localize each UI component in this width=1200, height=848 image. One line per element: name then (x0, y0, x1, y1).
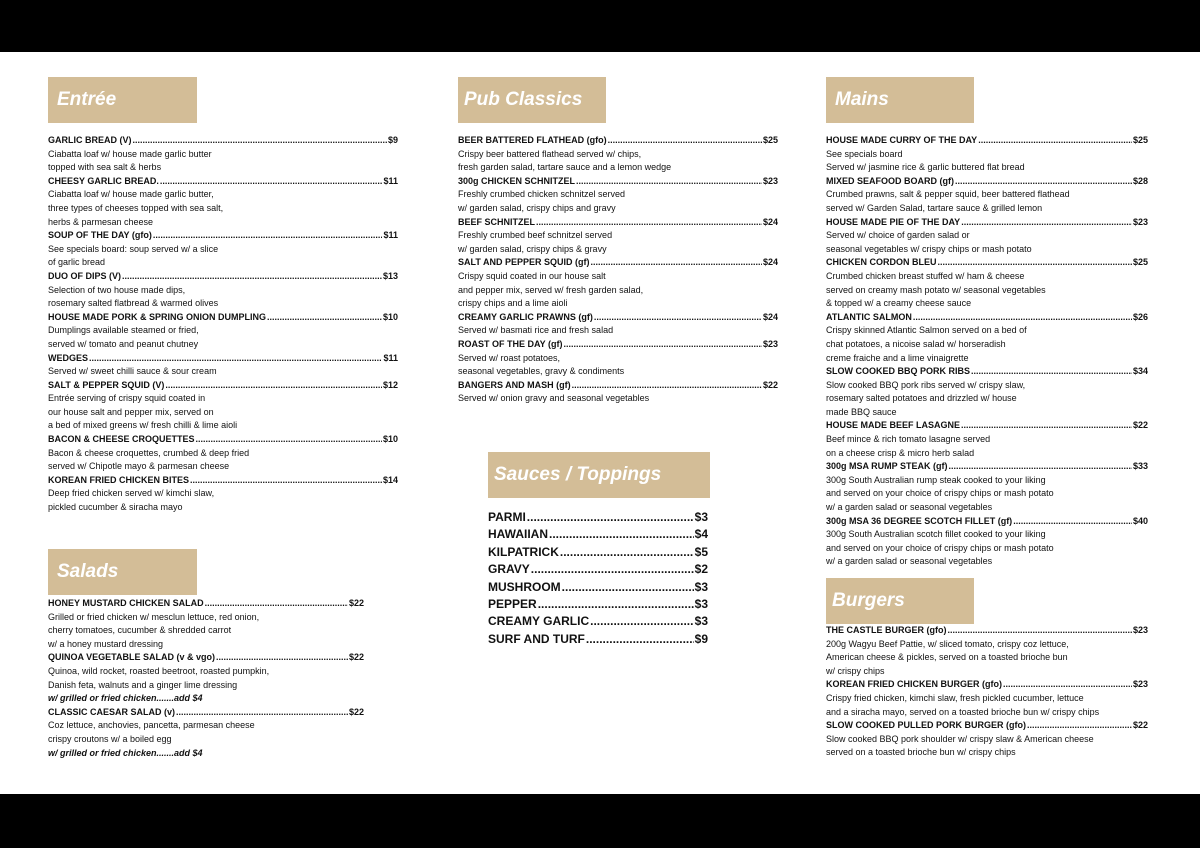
menu-item-name: HOUSE MADE PIE OF THE DAY (826, 216, 961, 227)
menu-item-price: $25 (762, 135, 778, 145)
dot-leader (591, 256, 762, 270)
menu-item-price: $23 (1132, 679, 1148, 690)
menu-item-description: rosemary salted potatoes and drizzled w/ house (826, 393, 1017, 404)
dot-leader (527, 509, 694, 526)
menu-item-description: served on creamy mash potato w/ seasonal vegetables (826, 284, 1046, 295)
menu-item-name: KOREAN FRIED CHICKEN BITES (48, 474, 190, 485)
dot-leader (590, 613, 694, 630)
menu-item (458, 216, 778, 257)
menu-item-description: w/ garden salad, crispy chips & gravy (458, 243, 607, 254)
dot-leader (961, 419, 1132, 433)
menu-item-price: $34 (1132, 366, 1148, 377)
menu-item (458, 338, 778, 379)
sauce-price: $4 (694, 527, 708, 542)
menu-item-name: CREAMY GARLIC PRAWNS (gf) (458, 311, 593, 322)
dot-leader (190, 474, 382, 488)
menu-item-name: SLOW COOKED PULLED PORK BURGER (gfo) (826, 720, 1026, 731)
dot-leader (133, 134, 387, 148)
mains-header: Mains (826, 77, 974, 123)
menu-item-line (458, 338, 778, 352)
sauce-name: SURF AND TURF (488, 631, 585, 646)
menu-item-line (458, 134, 778, 148)
menu-item-description: Slow cooked BBQ pork shoulder w/ crispy slaw & American cheese (826, 733, 1094, 744)
menu-item-description: 300g South Australian rump steak cooked to your liking (826, 474, 1046, 485)
menu-item-description: pickled cucumber & siracha mayo (48, 502, 183, 513)
menu-item-name: SLOW COOKED BBQ PORK RIBS (826, 366, 971, 377)
menu-item-price: $22 (1132, 420, 1148, 431)
menu-item (826, 256, 1148, 310)
menu-item-name: DUO OF DIPS (V) (48, 270, 122, 281)
sauce-price: $9 (694, 631, 708, 646)
menu-item-line (826, 365, 1148, 379)
menu-item-description: Bacon & cheese croquettes, crumbed & deep fried (48, 447, 250, 458)
menu-item-line (458, 216, 778, 230)
menu-item-description: Coz lettuce, anchovies, pancetta, parmesan cheese (48, 720, 255, 731)
menu-item (826, 175, 1148, 216)
menu-item-description: Freshly crumbed beef schnitzel served (458, 230, 613, 241)
dot-leader (961, 216, 1132, 230)
menu-item-description: Crispy skinned Atlantic Salmon served on a bed of (826, 325, 1027, 336)
sauce-name: MUSHROOM (488, 579, 561, 594)
menu-item-description: served w/ Chipotle mayo & parmesan cheese (48, 461, 230, 472)
dot-leader (165, 379, 382, 393)
menu-item-price: $25 (1132, 135, 1148, 145)
dot-leader (196, 433, 382, 447)
menu-item-name: THE CASTLE BURGER (gfo) (826, 625, 947, 635)
dot-leader (267, 311, 382, 325)
sauce-name: PEPPER (488, 597, 537, 612)
sauce-name: KILPATRICK (488, 544, 559, 559)
menu-item-line (826, 419, 1148, 433)
menu-item-price: $33 (1132, 461, 1148, 472)
menu-item (48, 134, 398, 175)
menu-item (48, 352, 398, 379)
dot-leader (971, 365, 1132, 379)
menu-item-price: $28 (1132, 175, 1148, 186)
sauce-item (488, 544, 708, 561)
menu-item-description: Quinoa, wild rocket, roasted beetroot, roasted pumpkin, (48, 665, 270, 676)
dot-leader (122, 270, 382, 284)
menu-item-addon: w/ grilled or fried chicken.......add $4 (48, 693, 203, 704)
dot-leader (948, 624, 1132, 638)
sauce-name: GRAVY (488, 562, 530, 577)
sauce-item (488, 526, 708, 543)
menu-item-line (48, 311, 398, 325)
menu-item-line (826, 678, 1148, 692)
menu-item (48, 175, 398, 229)
sauce-price: $3 (694, 579, 708, 594)
menu-item-line (48, 175, 398, 189)
menu-item (826, 678, 1148, 719)
menu-item-description: rosemary salted flatbread & warmed olives (48, 298, 219, 309)
menu-item-name: SOUP OF THE DAY (gfo) (48, 230, 152, 241)
menu-item-description: served w/ Garden Salad, tartare sauce & grilled lemon (826, 202, 1043, 213)
menu-page (0, 52, 1200, 794)
menu-item-price: $11 (383, 175, 398, 186)
dot-leader (949, 460, 1132, 474)
sauce-item (488, 579, 708, 596)
menu-item-line (458, 256, 778, 270)
menu-item-name: BEEF SCHNITZEL (458, 216, 536, 227)
menu-item-description: served on a toasted brioche bun w/ crispy chips (826, 747, 1016, 758)
menu-item-description: Ciabatta loaf w/ house made garlic butter, (48, 189, 214, 200)
menu-item (48, 474, 398, 515)
menu-item (826, 216, 1148, 257)
menu-item-description: seasonal vegetables w/ crispy chips or mash potato (826, 243, 1032, 254)
sauce-item (488, 596, 708, 613)
menu-item-name: HOUSE MADE CURRY OF THE DAY (826, 135, 978, 145)
sauce-item (488, 613, 708, 630)
salads-header: Salads (48, 549, 197, 595)
menu-item-description: See specials board (826, 148, 903, 159)
menu-item-description: served w/ tomato and peanut chutney (48, 338, 199, 349)
menu-item-price: $26 (1132, 311, 1148, 322)
menu-item-description: crispy croutons w/ a boiled egg (48, 733, 172, 744)
menu-item-line (826, 256, 1148, 270)
sauce-price: $5 (694, 544, 708, 559)
menu-item-line (48, 352, 398, 366)
pub-classics-header: Pub Classics (458, 77, 606, 123)
menu-item-description: Beef mince & rich tomato lasagne served (826, 434, 991, 445)
menu-item-price: $23 (1132, 625, 1148, 635)
menu-item-description: cherry tomatoes, cucumber & shredded carrot (48, 625, 232, 636)
menu-item-name: BACON & CHEESE CROQUETTES (48, 434, 195, 445)
menu-item-name: GARLIC BREAD (V) (48, 135, 132, 145)
menu-item-name: CLASSIC CAESAR SALAD (v) (48, 706, 176, 717)
dot-leader (560, 544, 694, 561)
menu-item-description: Deep fried chicken served w/ kimchi slaw, (48, 488, 215, 499)
menu-item (826, 515, 1148, 569)
menu-item-line (458, 175, 778, 189)
menu-item (826, 624, 1148, 678)
menu-item-price: $14 (382, 474, 398, 485)
menu-item-name: CHICKEN CORDON BLEU (826, 257, 937, 268)
menu-item-name: HOUSE MADE BEEF LASAGNE (826, 420, 961, 431)
menu-item-line (826, 719, 1148, 733)
menu-item (48, 229, 398, 270)
dot-leader (531, 561, 694, 578)
menu-item (48, 706, 364, 760)
menu-item-description: Slow cooked BBQ pork ribs served w/ crispy slaw, (826, 379, 1026, 390)
menu-item-description: a bed of mixed greens w/ fresh chilli & lime aioli (48, 420, 238, 431)
dot-leader (562, 579, 694, 596)
menu-item-addon: w/ grilled or fried chicken.......add $4 (48, 747, 203, 758)
menu-item-name: WEDGES (48, 352, 89, 363)
menu-item-description: crispy chips and a lime aioli (458, 298, 568, 309)
menu-item-price: $11 (383, 230, 398, 241)
menu-item-description: creme fraiche and a lime vinaigrette (826, 352, 969, 363)
menu-item-description: made BBQ sauce (826, 406, 897, 417)
menu-item-name: HOUSE MADE PORK & SPRING ONION DUMPLING (48, 311, 267, 322)
dot-leader (176, 706, 348, 720)
menu-item-name: 300g CHICKEN SCHNITZEL (458, 175, 576, 186)
menu-item-description: Crumbed chicken breast stuffed w/ ham & cheese (826, 270, 1025, 281)
menu-item-line (48, 597, 364, 611)
menu-item-name: 300g MSA RUMP STEAK (gf) (826, 461, 948, 472)
dot-leader (89, 352, 382, 366)
menu-item-description: Dumplings available steamed or fried, (48, 325, 199, 336)
menu-item-price: $22 (1132, 720, 1148, 731)
menu-item-description: Ciabatta loaf w/ house made garlic butter (48, 148, 212, 159)
menu-item-description: Crumbed prawns, salt & pepper squid, beer battered flathead (826, 189, 1070, 200)
menu-item-line (826, 175, 1148, 189)
burgers-list (826, 624, 1148, 760)
menu-item-price: $24 (762, 311, 778, 322)
menu-item (826, 134, 1148, 175)
menu-item-description: Served w/ sweet chilli sauce & sour cream (48, 366, 217, 377)
sauces-list (488, 509, 708, 648)
menu-item-description: & topped w/ a creamy cheese sauce (826, 298, 972, 309)
menu-item (826, 365, 1148, 419)
menu-item (458, 175, 778, 216)
menu-item-name: BANGERS AND MASH (gf) (458, 379, 571, 390)
menu-item-price: $13 (382, 270, 398, 281)
menu-item-price: $10 (382, 311, 398, 322)
salads-list (48, 597, 364, 760)
menu-item-price: $40 (1132, 515, 1148, 526)
menu-item-description: three types of cheeses topped with sea salt, (48, 202, 224, 213)
menu-item-name: BEER BATTERED FLATHEAD (gfo) (458, 135, 607, 145)
sauce-item (488, 631, 708, 648)
menu-item-description: American cheese & pickles, served on a toasted brioche bun (826, 652, 1068, 663)
sauces-header: Sauces / Toppings (488, 452, 710, 498)
dot-leader (538, 596, 694, 613)
menu-item-price: $24 (762, 257, 778, 268)
dot-leader (938, 256, 1132, 270)
menu-item-line (826, 624, 1148, 638)
dot-leader (572, 379, 762, 393)
menu-item-description: Crispy squid coated in our house salt (458, 270, 606, 281)
menu-item-line (48, 651, 364, 665)
menu-item-description: Served w/ choice of garden salad or (826, 230, 970, 241)
menu-item-description: w/ a honey mustard dressing (48, 638, 164, 649)
menu-item-price: $9 (387, 135, 398, 145)
menu-item-description: Served w/ jasmine rice & garlic buttered flat bread (826, 162, 1025, 173)
menu-item-description: Served w/ onion gravy and seasonal vegetables (458, 393, 650, 404)
sauce-price: $3 (694, 510, 708, 524)
dot-leader (536, 216, 762, 230)
sauce-price: $3 (694, 597, 708, 612)
menu-item-line (48, 474, 398, 488)
dot-leader (160, 175, 383, 189)
menu-item-description: seasonal vegetables, gravy & condiments (458, 366, 625, 377)
menu-item-line (826, 134, 1148, 148)
menu-item-description: Crispy fried chicken, kimchi slaw, fresh pickled cucumber, lettuce (826, 692, 1084, 703)
dot-leader (564, 338, 762, 352)
menu-item-description: and served on your choice of crispy chips or mash potato (826, 542, 1054, 553)
dot-leader (608, 134, 762, 148)
menu-item-name: SALT AND PEPPER SQUID (gf) (458, 257, 590, 268)
menu-item-description: our house salt and pepper mix, served on (48, 406, 214, 417)
dot-leader (594, 311, 762, 325)
menu-item-description: Served w/ roast potatoes, (458, 352, 561, 363)
menu-item-line (458, 311, 778, 325)
menu-item-name: ATLANTIC SALMON (826, 311, 912, 322)
dot-leader (549, 526, 694, 543)
menu-item-description: See specials board: soup served w/ a slice (48, 243, 219, 254)
dot-leader (586, 631, 694, 648)
menu-item (48, 651, 364, 705)
menu-item-name: CHEESY GARLIC BREAD. (48, 175, 159, 186)
menu-item (48, 433, 398, 474)
menu-item-line (826, 311, 1148, 325)
mains-list (826, 134, 1148, 569)
dot-leader (216, 651, 348, 665)
sauce-name: PARMI (488, 510, 526, 524)
menu-item-line (826, 515, 1148, 529)
menu-item-description: and served on your choice of crispy chips or mash potato (826, 488, 1054, 499)
sauce-price: $3 (694, 614, 708, 629)
menu-item-name: HONEY MUSTARD CHICKEN SALAD (48, 598, 204, 608)
menu-item (826, 719, 1148, 760)
entree-header: Entrée (48, 77, 197, 123)
dot-leader (1003, 678, 1132, 692)
menu-item (458, 311, 778, 338)
menu-item-description: Danish feta, walnuts and a ginger lime dressing (48, 679, 238, 690)
menu-item-description: of garlic bread (48, 257, 106, 268)
menu-item-price: $25 (1132, 257, 1148, 268)
menu-item (458, 134, 778, 175)
menu-item (48, 597, 364, 651)
entree-list (48, 134, 398, 515)
menu-item-line (48, 270, 398, 284)
menu-item (826, 419, 1148, 460)
menu-item-description: w/ garden salad, crispy chips and gravy (458, 202, 616, 213)
menu-item-price: $22 (348, 652, 364, 663)
dot-leader (576, 175, 762, 189)
menu-item-description: Selection of two house made dips, (48, 284, 186, 295)
menu-item-price: $11 (383, 352, 398, 363)
menu-item-line (458, 379, 778, 393)
menu-item-description: Grilled or fried chicken w/ mesclun lettuce, red onion, (48, 611, 260, 622)
menu-item (826, 460, 1148, 514)
dot-leader (913, 311, 1132, 325)
menu-item-name: ROAST OF THE DAY (gf) (458, 338, 563, 349)
menu-item-price: $24 (762, 216, 778, 227)
menu-item (458, 379, 778, 406)
menu-item-price: $23 (1132, 216, 1148, 227)
menu-item (48, 270, 398, 311)
sauce-price: $2 (694, 562, 708, 577)
menu-item-description: and a siracha mayo, served on a toasted brioche bun w/ crispy chips (826, 706, 1100, 717)
menu-item-description: 200g Wagyu Beef Pattie, w/ sliced tomato, crispy coz lettuce, (826, 638, 1069, 649)
menu-item (458, 256, 778, 310)
menu-item-line (826, 216, 1148, 230)
menu-item-price: $10 (382, 434, 398, 445)
sauce-item (488, 509, 708, 526)
menu-item-description: Entrée serving of crispy squid coated in (48, 393, 206, 404)
menu-item-name: QUINOA VEGETABLE SALAD (v & vgo) (48, 652, 216, 663)
menu-item-name: KOREAN FRIED CHICKEN BURGER (gfo) (826, 679, 1002, 690)
menu-item-description: w/ crispy chips (826, 665, 885, 676)
menu-item (826, 311, 1148, 365)
menu-item-name: SALT & PEPPER SQUID (V) (48, 379, 165, 390)
dot-leader (153, 229, 383, 243)
menu-item-name: 300g MSA 36 DEGREE SCOTCH FILLET (gf) (826, 515, 1013, 526)
dot-leader (955, 175, 1132, 189)
menu-item-line (826, 460, 1148, 474)
menu-item-price: $22 (348, 706, 364, 717)
menu-item (48, 379, 398, 433)
menu-item-description: fresh garden salad, tartare sauce and a lemon wedge (458, 162, 672, 173)
menu-item-line (48, 229, 398, 243)
menu-item-description: topped with sea salt & herbs (48, 162, 162, 173)
sauce-name: HAWAIIAN (488, 527, 548, 542)
menu-item-description: on a cheese crisp & micro herb salad (826, 447, 975, 458)
menu-item-description: and pepper mix, served w/ fresh garden salad, (458, 284, 644, 295)
menu-item-description: Crispy beer battered flathead served w/ chips, (458, 148, 642, 159)
menu-item-description: Freshly crumbed chicken schnitzel served (458, 189, 626, 200)
menu-item-description: chat potatoes, a nicoise salad w/ horseradish (826, 338, 1006, 349)
menu-item-line (48, 706, 364, 720)
sauce-name: CREAMY GARLIC (488, 614, 590, 629)
menu-item-description: w/ a garden salad or seasonal vegetables (826, 502, 993, 513)
menu-item-line (48, 134, 398, 148)
menu-item-price: $23 (762, 338, 778, 349)
menu-item-line (48, 433, 398, 447)
dot-leader (1013, 515, 1132, 529)
menu-item-description: w/ a garden salad or seasonal vegetables (826, 556, 993, 567)
menu-item-price: $23 (762, 175, 778, 186)
menu-item-price: $22 (762, 379, 778, 390)
menu-item-description: 300g South Australian scotch fillet cooked to your liking (826, 529, 1046, 540)
dot-leader (1027, 719, 1132, 733)
menu-item-line (48, 379, 398, 393)
sauce-item (488, 561, 708, 578)
dot-leader (205, 597, 348, 611)
menu-item-description: Served w/ basmati rice and fresh salad (458, 325, 614, 336)
menu-item-name: MIXED SEAFOOD BOARD (gf) (826, 175, 954, 186)
menu-item-price: $22 (348, 598, 364, 608)
pub-classics-list (458, 134, 778, 406)
menu-item (48, 311, 398, 352)
menu-item-description: herbs & parmesan cheese (48, 216, 154, 227)
burgers-header: Burgers (826, 578, 974, 624)
dot-leader (978, 134, 1132, 148)
menu-item-price: $12 (382, 379, 398, 390)
